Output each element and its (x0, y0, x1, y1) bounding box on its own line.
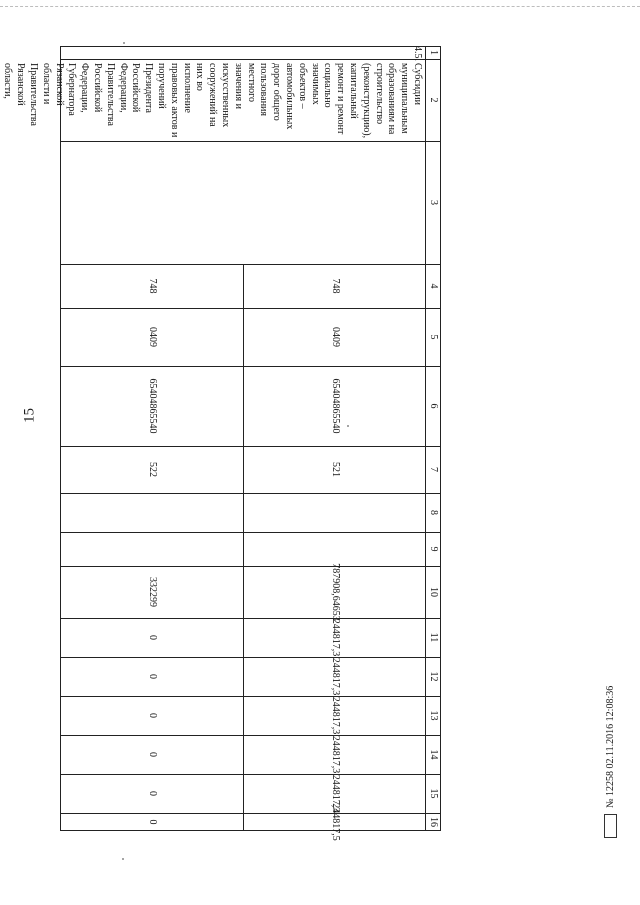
row2-col9 (60, 532, 244, 566)
stamp-text: № 12258 02.11.2016 12:08:36 (605, 685, 616, 808)
row-number-text: 4.5. (412, 46, 423, 61)
scan-speck (123, 42, 125, 44)
row1-col15: 244817,3 (329, 774, 341, 813)
row2-col5: 0409 (146, 327, 158, 347)
scan-speck (347, 425, 349, 427)
row1-col4: 748 (329, 278, 341, 294)
row-name: Субсидии муниципальным образованиям на строительство (реконструкцию), капитальный ремонт и ремонт социально значимых объектов – автомобильных дорог общего пользования местного значения и искусственных сооружений на них во исполнение правовых актов и поручений Президента Российской Федерации, Правительства Российской Федерации, Губернатора Рязанской области и Правительства Рязанской области, (2, 63, 423, 139)
header-col-9: 9 (428, 546, 440, 552)
scan-artifact-line (0, 6, 640, 7)
row2-col4: 748 (146, 278, 158, 294)
row1-col16: 244817,5 (329, 803, 341, 841)
header-col-7: 7 (428, 467, 440, 472)
budget-table (2, 46, 441, 841)
row2-col14: 0 (146, 752, 158, 757)
row1-col8 (244, 493, 426, 532)
row1-col3 (244, 141, 426, 264)
row2-col15: 0 (146, 791, 158, 796)
header-col-11: 11 (428, 632, 440, 643)
header-col-12: 12 (428, 671, 440, 682)
header-col-1: 1 (428, 50, 440, 55)
header-col-13: 13 (428, 710, 440, 721)
row1-col11: 244817,3 (329, 618, 341, 657)
header-col-16: 16 (428, 817, 440, 827)
row2-col8 (60, 493, 244, 532)
row2-col11: 0 (146, 635, 158, 640)
row2-col13: 0 (146, 713, 158, 718)
row2-col12: 0 (146, 674, 158, 679)
header-col-15: 15 (428, 788, 440, 799)
registration-stamp (604, 686, 617, 838)
row1-col6: 65404865540 (329, 378, 341, 434)
row2-col10: 332299 (146, 577, 158, 607)
header-col-3: 3 (428, 200, 440, 205)
row-number (60, 46, 426, 59)
row1-col13: 244817,3 (329, 696, 341, 735)
header-col-2: 2 (428, 97, 440, 103)
header-col-5: 5 (428, 334, 440, 340)
header-col-14: 14 (428, 749, 440, 760)
row1-col9 (244, 532, 426, 566)
row1-col12: 244817,3 (329, 657, 341, 696)
scan-speck (122, 858, 124, 860)
row2-col16: 0 (146, 819, 158, 825)
row1-col10: 787908,64653 (329, 563, 341, 621)
row2-col3 (60, 141, 244, 264)
row1-col7: 521 (329, 462, 341, 477)
row1-col14: 244817,3 (329, 735, 341, 774)
header-col-6: 6 (428, 403, 440, 409)
row1-col5: 0409 (329, 327, 341, 347)
header-col-10: 10 (428, 587, 440, 597)
page-number: 15 (21, 408, 38, 423)
stamp-logo-icon (604, 814, 617, 838)
row2-col7: 522 (146, 462, 158, 477)
row2-col6: 65404865540 (146, 378, 158, 434)
header-col-8: 8 (428, 510, 440, 515)
header-col-4: 4 (428, 283, 440, 289)
